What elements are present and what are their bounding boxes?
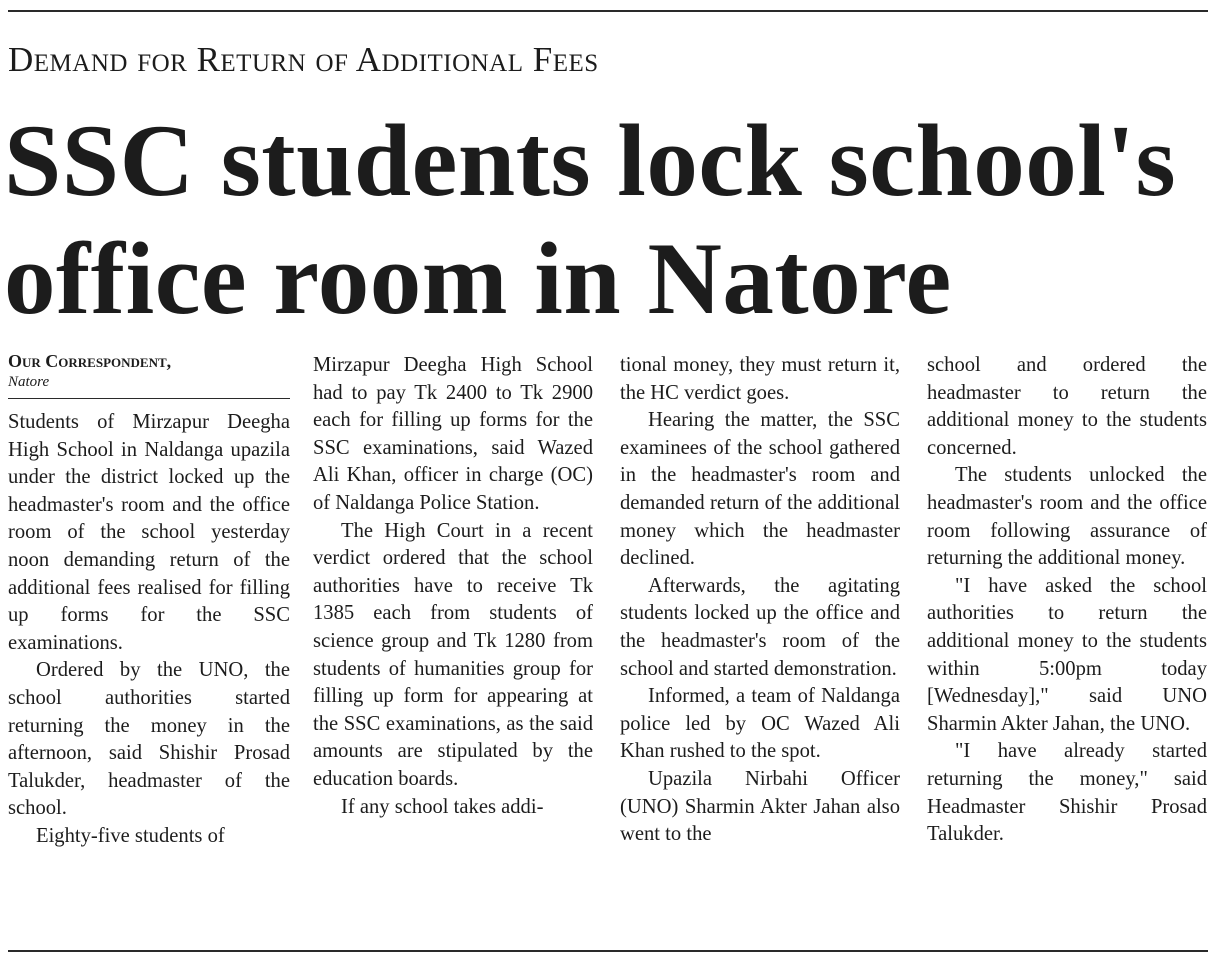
paragraph: "I have already started returning the money," said Headmaster Shishir Prosad Talukder.	[927, 740, 1207, 846]
paragraph: Upazila Nirbahi Officer (UNO) Sharmin Akter Jahan also went to the	[620, 767, 900, 846]
column-2	[313, 352, 593, 821]
byline-rule	[8, 398, 290, 399]
paragraph: Informed, a team of Naldanga police led by OC Wazed Ali Khan rushed to the spot.	[620, 685, 900, 763]
paragraph: The High Court in a recent verdict ordered that the school authorities have to receive Tk 1385 each from students of science group and Tk 1280 from students of humanities group for filling up form for appearing at the SSC examinations, as the said amounts are stipulated by the education boards.	[313, 519, 593, 790]
paragraph: The students unlocked the headmaster's room and the office room following assurance of returning the additional money.	[927, 464, 1207, 570]
headline-line-2: office room in Natore	[4, 222, 952, 336]
paragraph: Mirzapur Deegha High School had to pay Tk 2400 to Tk 2900 each for filling up forms for the SSC examinations, said Wazed Ali Khan, officer in charge (OC) of Naldanga Police Station.	[313, 354, 593, 514]
column-1	[8, 350, 290, 851]
paragraph: Students of Mirzapur Deegha High School in Naldanga upazila under the district locked up the headmaster's room and the office room of the school yesterday noon demanding return of the additional fees realised for filling up forms for the SSC examinations.	[8, 411, 290, 654]
paragraph: tional money, they must return it, the HC verdict goes.	[620, 354, 900, 404]
paragraph: Hearing the matter, the SSC examinees of the school gathered in the headmaster's room and demanded return of the additional money which the headmaster declined.	[620, 409, 900, 570]
paragraph: "I have asked the school authorities to return the additional money to the students within 5:00pm today [Wednesday]," said UNO Sharmin Akter Jahan, the UNO.	[927, 574, 1207, 735]
paragraph: Ordered by the UNO, the school authorities started returning the money in the afternoon, said Shishir Prosad Talukder, headmaster of the school.	[8, 659, 290, 820]
bottom-rule	[8, 950, 1208, 952]
headline-line-1: SSC students lock school's	[4, 104, 1177, 218]
column-4	[927, 352, 1207, 849]
column-3	[620, 352, 900, 849]
dateline: Natore	[8, 374, 50, 390]
paragraph: If any school takes addi-	[341, 795, 544, 818]
kicker: Demand for Return of Additional Fees	[8, 40, 599, 79]
paragraph: Eighty-five students of	[36, 824, 225, 847]
headline	[4, 102, 1214, 338]
paragraph: school and ordered the headmaster to return the additional money to the students concerned.	[927, 354, 1207, 459]
top-rule	[8, 10, 1208, 12]
paragraph: Afterwards, the agitating students locked up the office and the headmaster's room of the school and started demonstration.	[620, 574, 900, 680]
byline: Our Correspondent,	[8, 351, 172, 371]
